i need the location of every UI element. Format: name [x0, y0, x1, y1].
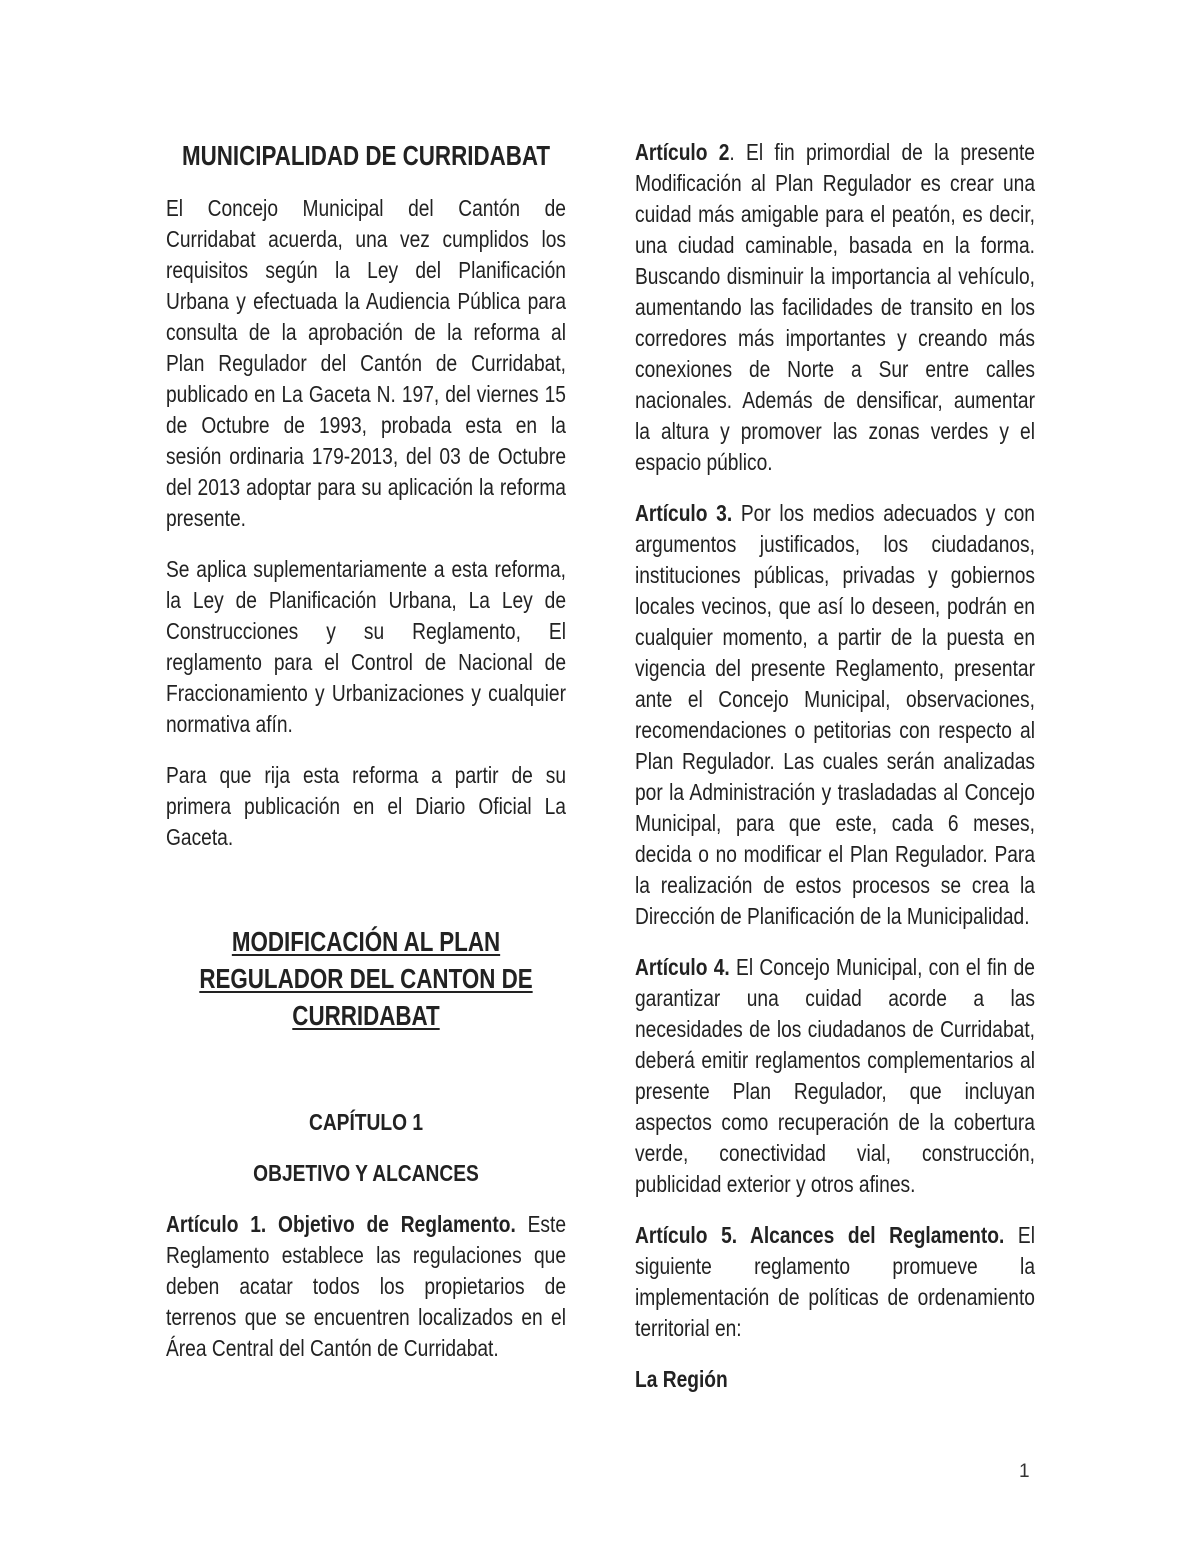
article-text: Este — [515, 1210, 566, 1237]
article-5 — [635, 1220, 1035, 1344]
article-heading: Artículo 1. Objetivo de Reglamento. — [166, 1210, 516, 1237]
article-text: El — [1004, 1222, 1035, 1248]
intro-paragraph-2 — [166, 554, 566, 740]
text-line: Plan Regulador del Cantón de Curridabat, — [166, 350, 566, 376]
text-line: terrenos que se encuentren localizados en el — [166, 1303, 566, 1330]
text-line: la Ley de Planificación Urbana, La Ley de — [166, 587, 566, 613]
article-text: Por los medios adecuados y con — [732, 500, 1035, 526]
text-line: por la Administración y trasladadas al Concejo — [635, 779, 1035, 805]
right-column — [635, 137, 1035, 1395]
text-line: Modificación al Plan Regulador es crear una — [635, 170, 1035, 196]
text-line: de Octubre de 1993, probada esta en la — [166, 412, 566, 438]
left-column — [166, 137, 566, 1364]
text-line: reglamento para el Control de Nacional de — [166, 649, 566, 675]
text-line: la altura y promover las zonas verdes y el — [635, 418, 1035, 444]
article-2 — [635, 137, 1035, 478]
text-line: Gaceta. — [166, 824, 234, 850]
text-line: Para que rija esta reforma a partir de su — [166, 762, 566, 788]
text-line: conexiones de Norte a Sur entre calles — [635, 356, 1035, 382]
text-line: El Concejo Municipal del Cantón de — [166, 195, 566, 221]
text-line: Área Central del Cantón de Curridabat. — [166, 1334, 499, 1361]
article-text: El Concejo Municipal, con el fin de — [729, 954, 1035, 980]
chapter-title: OBJETIVO Y ALCANCES — [253, 1159, 479, 1186]
text-line: ante el Concejo Municipal, observaciones, — [635, 686, 1035, 712]
text-line: Construcciones y su Reglamento, El — [166, 618, 566, 644]
text-line: primera publicación en el Diario Oficial La — [166, 793, 566, 819]
text-line: publicado en La Gaceta N. 197, del viernes 15 — [166, 381, 566, 407]
text-line: Se aplica suplementariamente a esta reforma, — [166, 556, 566, 582]
text-line: garantizar una cuidad acorde a las — [635, 985, 1035, 1011]
text-line: una ciudad caminable, basada en la forma. — [635, 232, 1035, 258]
text-line: recomendaciones o petitorias con respecto al — [635, 717, 1035, 743]
article-heading: Artículo 4. — [635, 954, 730, 980]
text-line: Buscando disminuir la importancia al vehículo, — [635, 263, 1035, 289]
text-line: MODIFICACIÓN AL PLAN — [231, 925, 501, 957]
text-line: verde, conectividad vial, construcción, — [635, 1140, 1035, 1166]
article-heading: Artículo 5. Alcances del Reglamento. — [635, 1222, 1005, 1248]
text-line: la realización de estos procesos se crea la — [635, 872, 1035, 898]
article-4 — [635, 952, 1035, 1200]
intro-paragraph-1 — [166, 193, 566, 534]
article-text: . El fin primordial de la presente — [729, 139, 1035, 165]
text-line: cuidad más amigable para el peatón, es decir, — [635, 201, 1035, 227]
text-line — [635, 498, 1035, 529]
text-line: Urbana y efectuada la Audiencia Pública para — [166, 288, 566, 314]
text-line: nacionales. Además de densificar, aumentar — [635, 387, 1035, 413]
text-line — [166, 1209, 566, 1240]
text-line: Municipal, para que este, cada 6 meses, — [635, 810, 1035, 836]
text-line: consulta de la aprobación de la reforma al — [166, 319, 566, 345]
article-heading: Artículo 2 — [635, 139, 730, 165]
article-3 — [635, 498, 1035, 932]
text-line: instituciones públicas, privadas y gobiernos — [635, 562, 1035, 588]
text-line: territorial en: — [635, 1315, 742, 1341]
text-line — [635, 137, 1035, 168]
text-line: normativa afín. — [166, 711, 293, 737]
text-line: sesión ordinaria 179-2013, del 03 de Octubre — [166, 443, 566, 469]
text-line — [635, 952, 1035, 983]
text-line: necesidades de los ciudadanos de Curridabat, — [635, 1016, 1035, 1042]
text-line: deberá emitir reglamentos complementarios al — [635, 1047, 1035, 1073]
text-line: CURRIDABAT — [292, 999, 440, 1031]
text-line: decida o no modificar el Plan Regulador. Para — [635, 841, 1035, 867]
text-line: implementación de políticas de ordenamiento — [635, 1284, 1035, 1310]
text-line: siguiente reglamento promueve la — [635, 1253, 1035, 1279]
text-line: espacio público. — [635, 449, 773, 475]
text-line: Curridabat acuerda, una vez cumplidos los — [166, 226, 566, 252]
text-line: publicidad exterior y otros afines. — [635, 1171, 916, 1197]
text-line: Dirección de Planificación de la Municipalidad. — [635, 903, 1030, 929]
text-line: deben acatar todos los propietarios de — [166, 1272, 566, 1299]
text-line: Fraccionamiento y Urbanizaciones y cualquier — [166, 680, 566, 706]
text-line: REGULADOR DEL CANTON DE — [199, 962, 533, 994]
text-line: presente. — [166, 505, 246, 531]
text-line: presente Plan Regulador, que incluyan — [635, 1078, 1035, 1104]
text-line: cualquier momento, a partir de la puesta en — [635, 624, 1035, 650]
document-title: MUNICIPALIDAD DE CURRIDABAT — [181, 140, 551, 171]
text-line: del 2013 adoptar para su aplicación la reforma — [166, 474, 566, 500]
article-1 — [166, 1209, 566, 1364]
text-line — [635, 1220, 1035, 1251]
subheading-la-region: La Región — [635, 1366, 728, 1392]
text-line: Plan Regulador. Las cuales serán analizadas — [635, 748, 1035, 774]
text-line: aspectos como recuperación de la cobertura — [635, 1109, 1035, 1135]
text-line: vigencia del presente Reglamento, presentar — [635, 655, 1035, 681]
page-number: 1 — [1019, 1461, 1030, 1482]
text-line: requisitos según la Ley del Planificación — [166, 257, 566, 283]
article-heading: Artículo 3. — [635, 500, 733, 526]
section-title — [166, 923, 566, 1034]
text-line: corredores más importantes y creando más — [635, 325, 1035, 351]
text-line: Reglamento establece las regulaciones que — [166, 1241, 566, 1268]
text-line: aumentando las facilidades de transito en los — [635, 294, 1035, 320]
chapter-number: CAPÍTULO 1 — [308, 1108, 424, 1135]
text-line: locales vecinos, que así lo deseen, podrán en — [635, 593, 1035, 619]
text-line: argumentos justificados, los ciudadanos, — [635, 531, 1035, 557]
intro-paragraph-3 — [166, 760, 566, 853]
